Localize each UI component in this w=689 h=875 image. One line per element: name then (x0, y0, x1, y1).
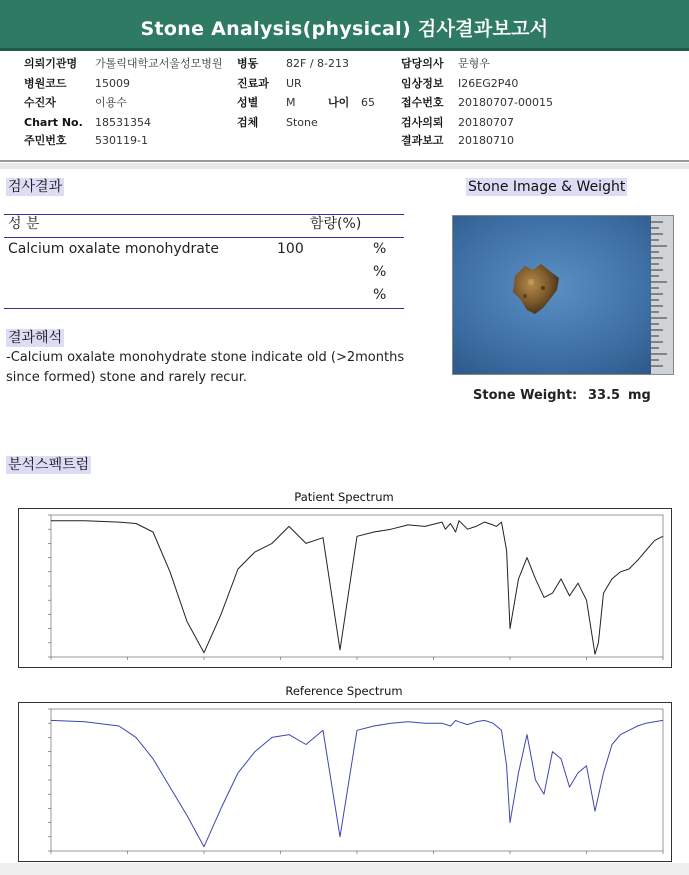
section-band (0, 163, 689, 169)
table-top-rule (4, 214, 404, 215)
interpretation-title: 결과해석 (8, 330, 63, 346)
label-department: 진료과 (237, 77, 269, 90)
report-header (0, 0, 689, 51)
spectrum-title: 분석스펙트럼 (8, 457, 90, 473)
reference-spectrum-plot (19, 703, 671, 861)
label-resident-no: 주민번호 (24, 134, 67, 147)
value-physician: 문형우 (458, 57, 490, 70)
col-content-header: 함량(%) (310, 216, 362, 232)
stone-photo (452, 215, 674, 375)
interpretation-line-2: since formed) stone and rarely recur. (6, 370, 247, 385)
spectrum-line (51, 521, 663, 655)
label-clinical-info: 임상정보 (401, 77, 444, 90)
value-resident-no: 530119-1 (95, 134, 148, 147)
value-ward: 82F / 8-213 (286, 57, 349, 70)
interpretation-line-1: -Calcium oxalate monohydrate stone indicate old (>2months (6, 350, 405, 365)
value-institution: 가톨릭대학교서울성모병원 (95, 57, 223, 70)
value-accession-no: 20180707-00015 (458, 96, 553, 109)
label-institution: 의뢰기관명 (24, 57, 78, 70)
row-unit: % (373, 287, 387, 303)
reference-spectrum-chart (18, 702, 672, 862)
row-value: 100 (277, 241, 304, 257)
stone-weight-unit: mg (628, 388, 651, 403)
spectrum-line (51, 720, 663, 846)
label-sex: 성별 (237, 96, 259, 109)
value-chart-no: 18531354 (95, 116, 151, 129)
report-title: Stone Analysis(physical) 검사결과보고서 (140, 18, 549, 40)
footer-band (0, 863, 689, 875)
value-department: UR (286, 77, 302, 90)
value-hospital-code: 15009 (95, 77, 130, 90)
stone-title: Stone Image & Weight (468, 179, 626, 195)
label-collector: 수진자 (24, 96, 56, 109)
row-unit: % (373, 264, 387, 280)
label-accession-no: 접수번호 (401, 96, 444, 109)
row-unit: % (373, 241, 387, 257)
value-collector: 이용수 (95, 96, 127, 109)
patient-spectrum-chart (18, 508, 672, 668)
value-sex: M (286, 96, 296, 109)
results-title: 검사결과 (8, 179, 63, 195)
value-request-date: 20180707 (458, 116, 514, 129)
patient-spectrum-plot (19, 509, 671, 667)
value-report-date: 20180710 (458, 134, 514, 147)
table-bottom-rule (4, 308, 404, 309)
row-component: Calcium oxalate monohydrate (8, 241, 219, 257)
value-clinical-info: I26EG2P40 (458, 77, 519, 90)
table-header-rule (4, 237, 404, 238)
value-age: 65 (361, 96, 375, 109)
label-hospital-code: 병원코드 (24, 77, 67, 90)
reference-spectrum-title: Reference Spectrum (285, 684, 403, 698)
label-age: 나이 (328, 96, 350, 109)
patient-spectrum-title: Patient Spectrum (294, 490, 394, 504)
col-component-header: 성 분 (8, 216, 40, 232)
label-specimen: 검체 (237, 116, 259, 129)
label-ward: 병동 (237, 57, 259, 70)
stone-weight-label: Stone Weight: (473, 388, 578, 403)
label-physician: 담당의사 (401, 57, 444, 70)
divider (0, 160, 689, 162)
label-report-date: 결과보고 (401, 134, 444, 147)
stone-image (453, 216, 673, 374)
label-request-date: 검사의뢰 (401, 116, 444, 129)
label-chart-no: Chart No. (24, 116, 83, 129)
stone-weight-value: 33.5 (588, 388, 621, 403)
value-specimen: Stone (286, 116, 318, 129)
